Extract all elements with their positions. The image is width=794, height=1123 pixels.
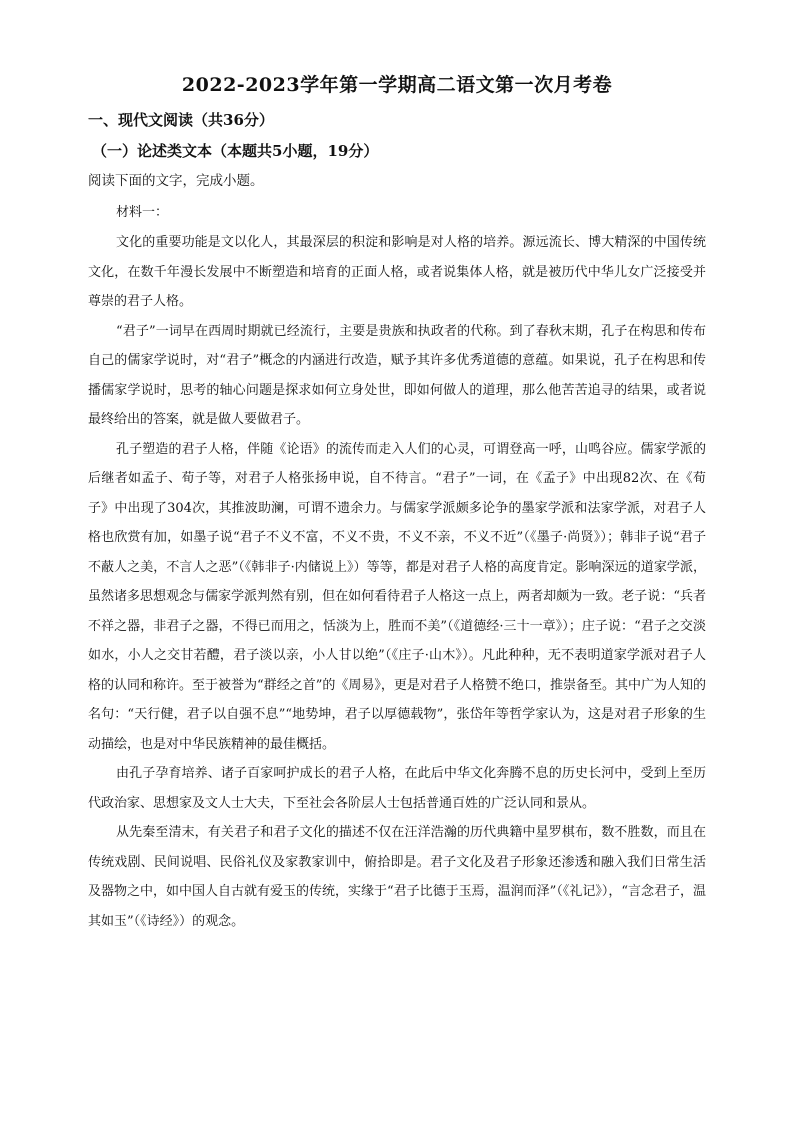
reading-instruction: 阅读下面的文字，完成小题。 <box>88 173 264 189</box>
section-heading: 一、现代文阅读（共36分） <box>88 111 274 129</box>
subsection-heading: （一）论述类文本（本题共5小题，19分） <box>92 142 379 160</box>
paragraph-5: 从先秦至清末，有关君子和君子文化的描述不仅在汪洋浩瀚的历代典籍中星罗棋布，数不胜数，而且在传统戏剧、民间说唱、民俗礼仪及家教家训中，俯拾即是。君子文化及君子形象还渗透和融入我们日常生活及器物之中，如中国人自古就有爱玉的传统，实缘于“君子比德于玉焉，温润而泽”（《礼记》），“言念君子，温其如玉”（《诗经》）的观念。 <box>88 825 706 929</box>
exam-title: 2022-2023学年第一学期高二语文第一次月考卷 <box>181 74 613 96</box>
paragraph-3: 孔子塑造的君子人格，伴随《论语》的流传而走入人们的心灵，可谓登高一呼，山鸣谷应。儒家学派的后继者如孟子、荀子等，对君子人格张扬申说，自不待言。“君子”一词，在《孟子》中出现82次、在《荀子》中出现了304次，其推波助澜，可谓不遗余力。与儒家学派颇多论争的墨家学派和法家学派，对君子人格也欣赏有加，如墨子说“君子不义不富，不义不贵，不义不亲，不义不近”（《墨子·尚贤》）；韩非子说“君子不蔽人之美，不言人之恶”（《韩非子·内储说上》）等等，都是对君子人格的高度肯定。影响深远的道家学派，虽然诸多思想观念与儒家学派判然有别，但在如何看待君子人格这一点上，两者却颇为一致。老子说：“兵者不祥之器，非君子之器，不得已而用之，恬淡为上，胜而不美”（《道德经·三十一章》）；庄子说：“君子之交淡如水，小人之交甘若醴，君子淡以亲，小人甘以绝”（《庄子·山木》）。凡此种种，无不表明道家学派对君子人格的认同和称许。至于被誉为“群经之首”的《周易》，更是对君子人格赞不绝口，推崇备至。其中广为人知的名句：“天行健，君子以自强不息”“地势坤，君子以厚德载物”，张岱年等哲学家认为，这是对君子形象的生动描绘，也是对中华民族精神的最佳概括。 <box>88 441 706 752</box>
paragraph-4: 由孔子孕育培养、诸子百家呵护成长的君子人格，在此后中华文化奔腾不息的历史长河中，受到上至历代政治家、思想家及文人士大夫，下至社会各阶层人士包括普通百姓的广泛认同和景从。 <box>88 766 706 811</box>
paragraph-2: “君子”一词早在西周时期就已经流行，主要是贵族和执政者的代称。到了春秋末期，孔子在构思和传布自己的儒家学说时，对“君子”概念的内涵进行改造，赋予其许多优秀道德的意蕴。如果说，孔子在构思和传播儒家学说时，思考的轴心问题是探求如何立身处世，即如何做人的道理，那么他苦苦追寻的结果，或者说最终给出的答案，就是做人要做君子。 <box>88 323 706 427</box>
paragraph-1: 文化的重要功能是文以化人，其最深层的积淀和影响是对人格的培养。源远流长、博大精深的中国传统文化，在数千年漫长发展中不断塑造和培育的正面人格，或者说集体人格，就是被历代中华儿女广泛接受并尊崇的君子人格。 <box>88 235 706 309</box>
material-label: 材料一： <box>116 205 169 220</box>
